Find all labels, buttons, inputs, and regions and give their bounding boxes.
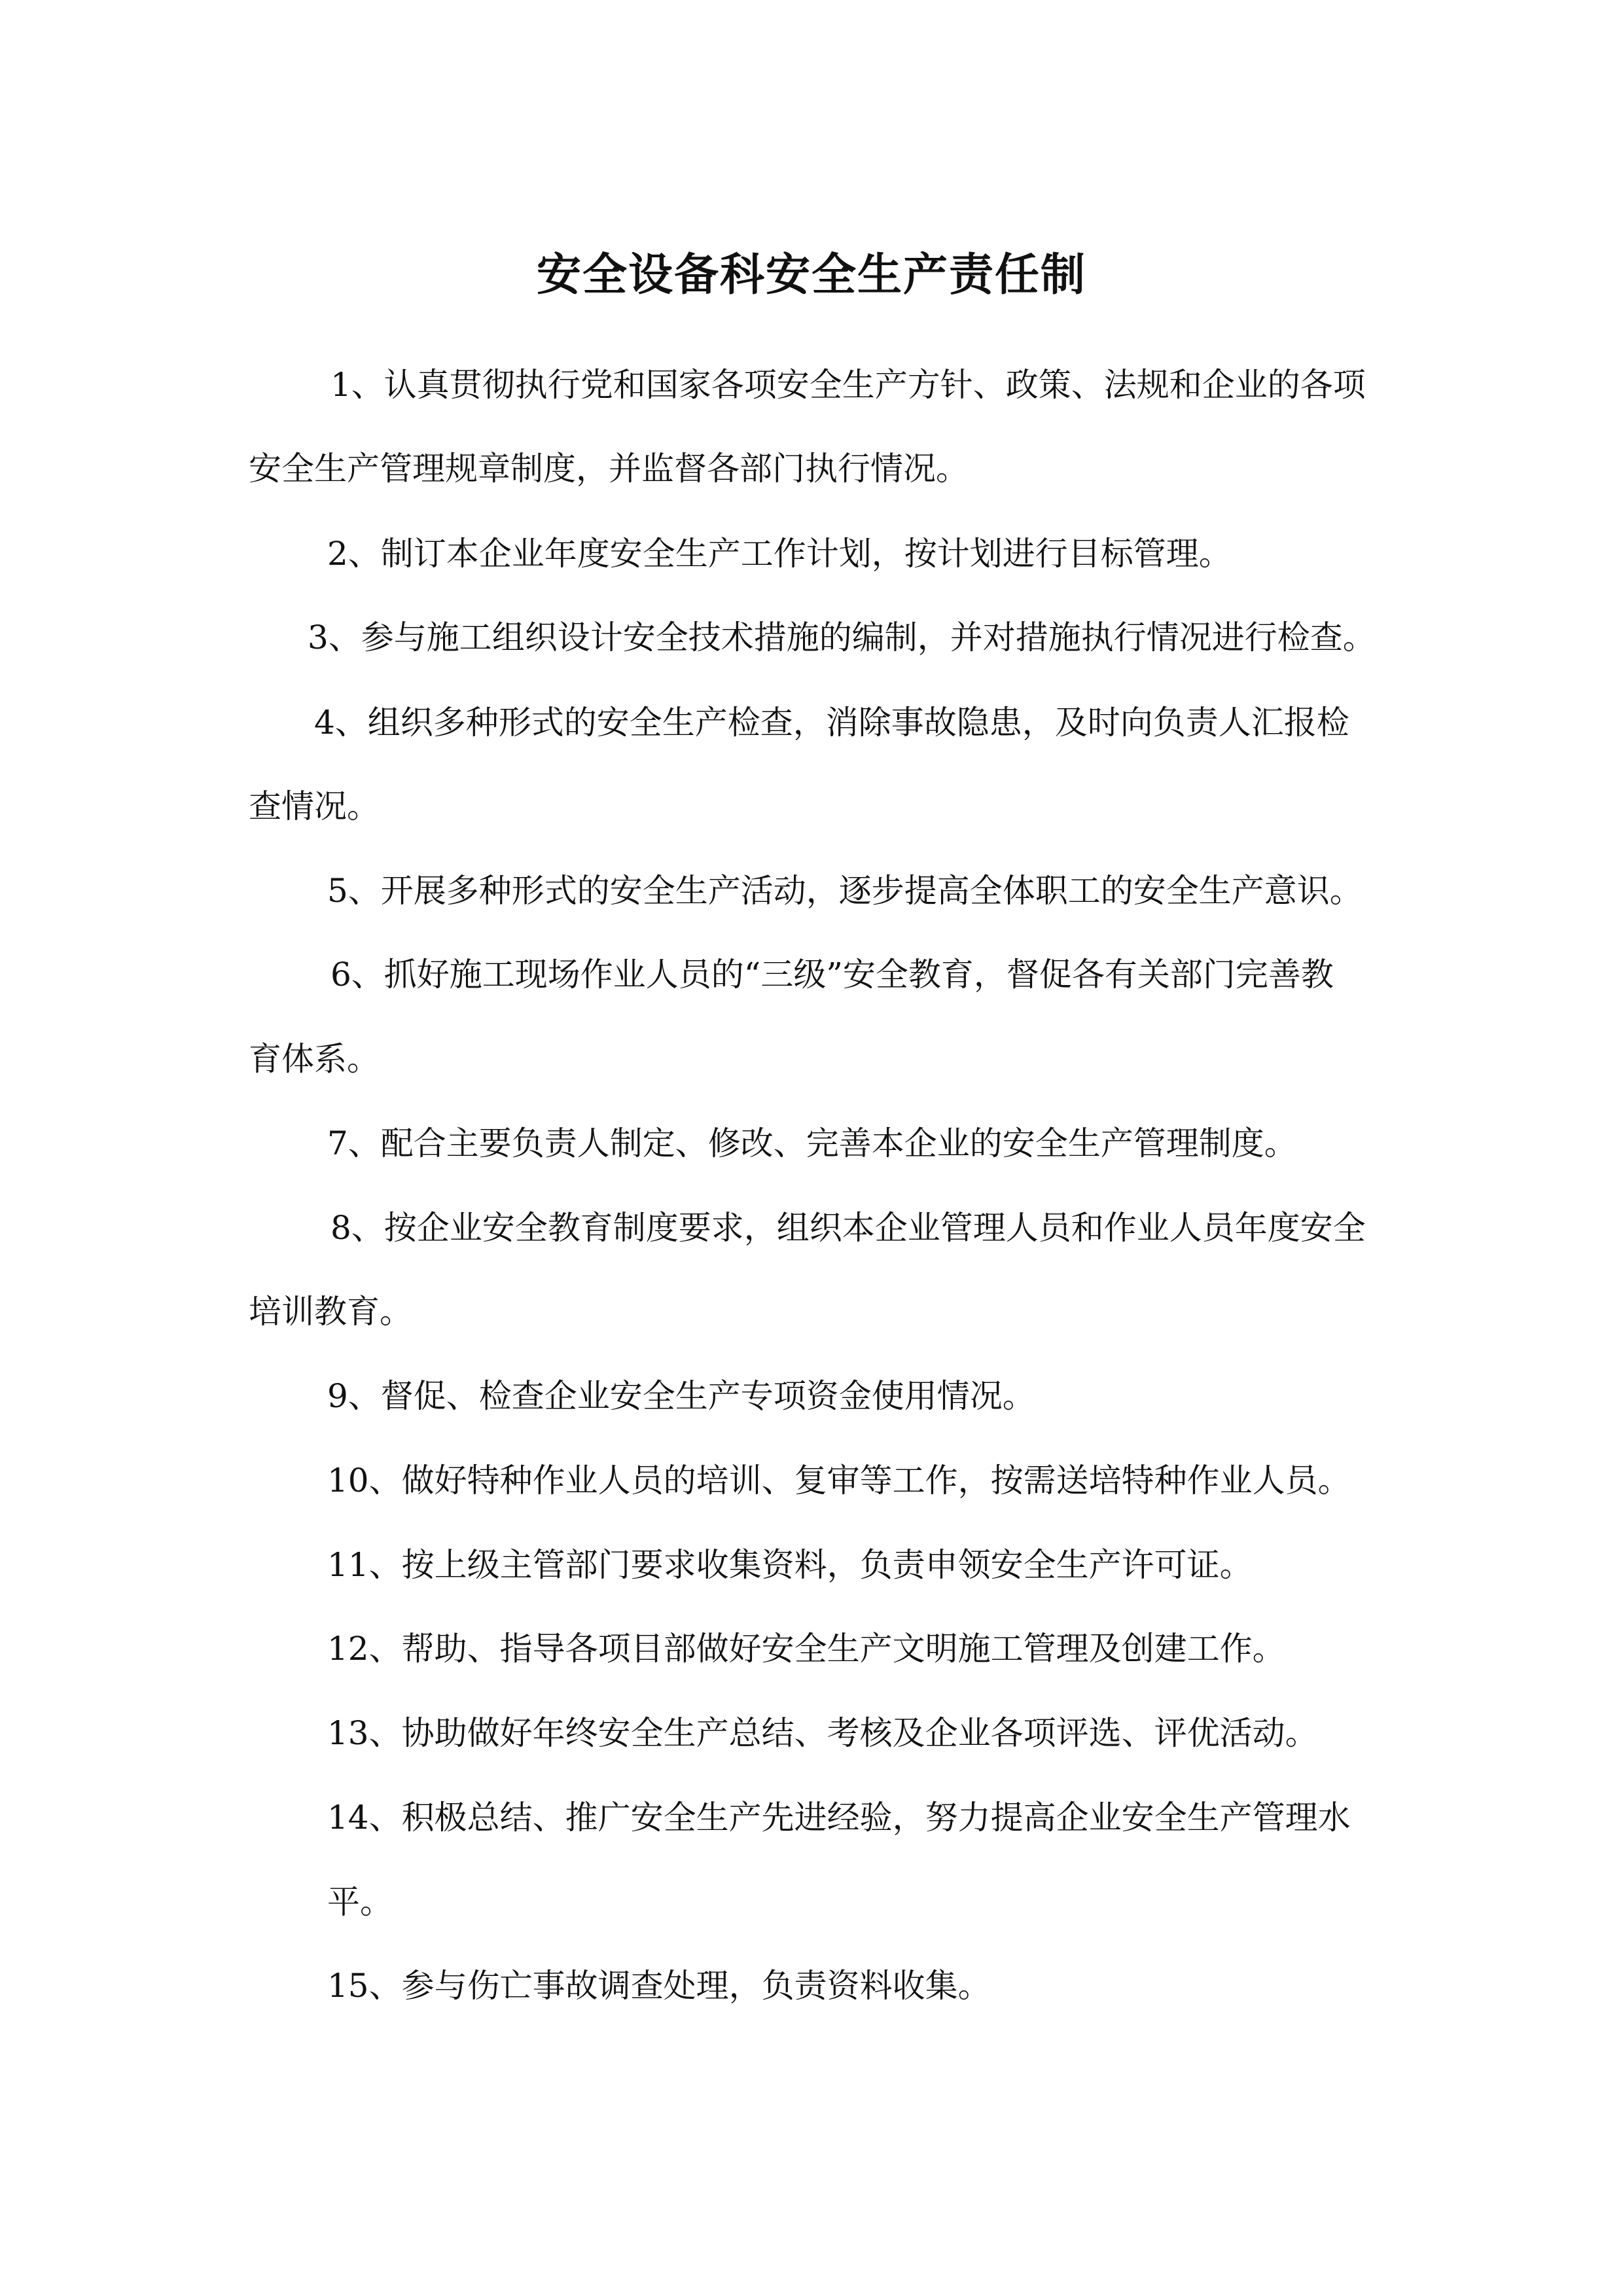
body-line: 11、按上级主管部门要求收集资料，负责申领安全生产许可证。 bbox=[327, 1546, 1253, 1584]
body-line: 6、抓好施工现场作业人员的“三级”安全教育，督促各有关部门完善教 bbox=[330, 956, 1334, 994]
body-line: 7、配合主要负责人制定、修改、完善本企业的安全生产管理制度。 bbox=[327, 1124, 1297, 1162]
body-line: 查情况。 bbox=[249, 787, 380, 825]
body-line: 3、参与施工组织设计安全技术措施的编制，并对措施执行情况进行检查。 bbox=[308, 619, 1376, 656]
body-line: 9、督促、检查企业安全生产专项资金使用情况。 bbox=[327, 1377, 1035, 1415]
document-title: 安全设备科安全生产责任制 bbox=[536, 249, 1086, 301]
body-line: 13、协助做好年终安全生产总结、考核及企业各项评选、评优活动。 bbox=[327, 1714, 1318, 1752]
body-line: 4、组织多种形式的安全生产检查，消除事故隐患，及时向负责人汇报检 bbox=[314, 704, 1349, 742]
body-line: 1、认真贯彻执行党和国家各项安全生产方针、政策、法规和企业的各项 bbox=[330, 366, 1366, 404]
body-line: 培训教育。 bbox=[249, 1293, 412, 1331]
body-line: 育体系。 bbox=[249, 1040, 380, 1078]
body-line: 10、做好特种作业人员的培训、复审等工作，按需送培特种作业人员。 bbox=[327, 1462, 1351, 1499]
body-line: 12、帮助、指导各项目部做好安全生产文明施工管理及创建工作。 bbox=[327, 1630, 1285, 1668]
body-line: 5、开展多种形式的安全生产活动，逐步提高全体职工的安全生产意识。 bbox=[327, 872, 1363, 910]
body-line: 平。 bbox=[327, 1883, 393, 1921]
body-line: 安全生产管理规章制度，并监督各部门执行情况。 bbox=[249, 450, 969, 488]
body-line: 2、制订本企业年度安全生产工作计划，按计划进行目标管理。 bbox=[327, 535, 1232, 573]
body-line: 15、参与伤亡事故调查处理，负责资料收集。 bbox=[327, 1967, 991, 2005]
body-line: 14、积极总结、推广安全生产先进经验，努力提高企业安全生产管理水 bbox=[327, 1799, 1351, 1837]
body-line: 8、按企业安全教育制度要求，组织本企业管理人员和作业人员年度安全 bbox=[330, 1209, 1366, 1247]
